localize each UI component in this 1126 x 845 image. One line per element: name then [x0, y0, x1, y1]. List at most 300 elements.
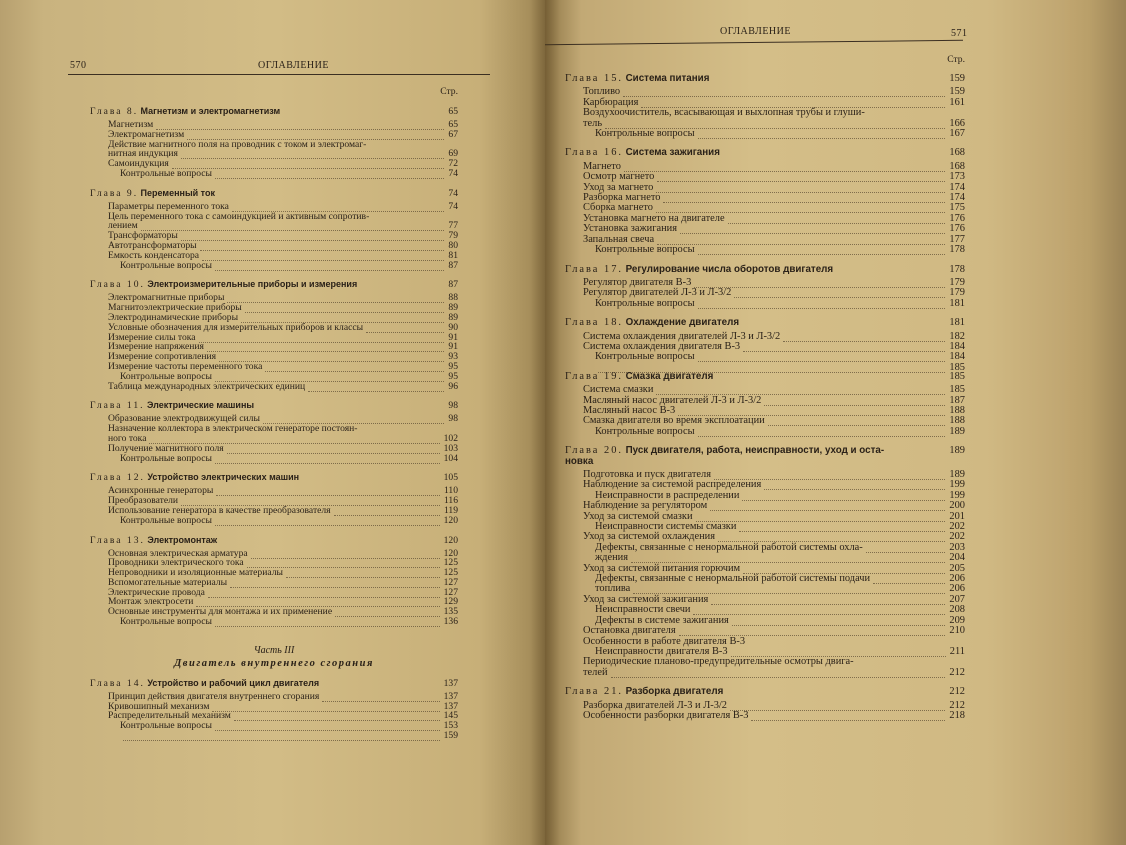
dot-leader	[251, 549, 440, 559]
entry-text: Контрольные вопросы	[120, 720, 212, 732]
chapter-label: Глава 10.	[90, 279, 145, 291]
entry-page: 74	[448, 167, 458, 179]
entry-text: Контрольные вопросы	[595, 128, 695, 140]
dot-leader	[181, 231, 445, 241]
entry-text: Топливо	[583, 86, 621, 98]
entry-page: 137	[443, 690, 458, 702]
dot-leader	[335, 607, 440, 617]
toc-chapter	[90, 472, 458, 483]
dot-leader	[764, 396, 945, 406]
chapter-page: 189	[949, 445, 965, 457]
entry-text: Контрольные вопросы	[120, 452, 212, 464]
entry-text: Таблица международных электрических единиц	[108, 380, 306, 392]
entry-text: Измерение силы тока	[108, 331, 196, 343]
entry-page: 210	[949, 625, 965, 637]
entry-page: 173	[949, 171, 965, 183]
entry-text: Карбюрация	[583, 96, 639, 108]
chapter-label: Глава 13.	[90, 534, 145, 546]
entry-page: 137	[443, 700, 458, 712]
chapter-title: Система зажигания	[625, 147, 720, 159]
entry-page: 182	[949, 330, 965, 342]
entry-text: Регулятор двигателя В-3	[583, 276, 692, 288]
entry-page: 89	[448, 311, 458, 323]
dot-leader	[200, 241, 445, 251]
entry-page: 80	[448, 239, 458, 251]
entry-text: Получение магнитного поля	[108, 442, 224, 454]
entry-text: Наблюдение за системой распределения	[583, 479, 762, 491]
dot-leader	[751, 711, 945, 721]
entry-page: 205	[949, 562, 965, 574]
entry-text: Асинхронные генераторы	[108, 485, 214, 497]
entry-text: Периодические планово-предупредительные осмотры двига-	[583, 656, 854, 668]
entry-page: 77	[448, 220, 458, 232]
chapter-title: Переменный ток	[140, 187, 215, 198]
dot-leader	[216, 486, 440, 496]
toc-entry	[90, 169, 458, 179]
entry-text: Дефекты, связанные с ненормальной работой системы подачи	[595, 573, 871, 585]
chapter-title: Охлаждение двигателя	[625, 317, 740, 329]
toc-entry	[565, 245, 965, 255]
entry-text: Контрольные вопросы	[120, 616, 212, 628]
entry-text: Измерение сопротивления	[108, 351, 217, 363]
entry-page: 177	[949, 233, 965, 245]
right-str-label: Стр.	[947, 54, 965, 65]
entry-page: 202	[949, 531, 965, 543]
entry-text: Монтаж электросети	[108, 596, 194, 608]
entry-page: 188	[949, 415, 965, 427]
dot-leader	[623, 87, 945, 97]
entry-text: Установка магнето на двигателе	[583, 212, 725, 224]
entry-page: 166	[949, 117, 965, 129]
entry-page: 167	[949, 128, 965, 140]
dot-leader	[624, 162, 946, 172]
entry-page: 184	[949, 351, 965, 363]
entry-text: Контрольные вопросы	[120, 167, 212, 179]
dot-leader	[693, 605, 945, 615]
entry-text: Условные обозначения для измерительных приборов и классы	[108, 321, 364, 333]
dot-leader	[732, 616, 946, 626]
dot-leader	[215, 721, 440, 731]
toc-entry	[565, 427, 965, 437]
right-toc	[565, 54, 965, 721]
toc-chapter	[565, 687, 965, 697]
chapter-label: Глава 9.	[90, 187, 139, 199]
entry-page: 65	[448, 119, 458, 130]
chapter-title: Пуск двигателя, работа, неисправности, уход и оста-	[625, 445, 885, 457]
entry-text: Дефекты в системе зажигания	[595, 614, 729, 626]
book-gutter	[530, 0, 560, 845]
dot-leader	[265, 362, 444, 372]
entry-text: Контрольные вопросы	[595, 425, 695, 437]
entry-text: Непроводники и изоляционные материалы	[108, 567, 283, 579]
dot-leader	[207, 342, 444, 352]
entry-page: 200	[949, 500, 965, 512]
entry-text: Вспомогательные материалы	[108, 576, 228, 588]
entry-page: 67	[448, 128, 458, 140]
entry-page: 79	[448, 230, 458, 242]
chapter-label: Глава 17.	[565, 263, 623, 275]
entry-page: 87	[448, 259, 458, 271]
entry-text: Неисправности двигателя В-3	[595, 645, 728, 657]
entry-text: Самоиндукция	[108, 158, 169, 170]
dot-leader	[739, 522, 945, 532]
dot-leader	[742, 491, 945, 501]
entry-text: Контрольные вопросы	[595, 297, 695, 309]
entry-page: 91	[448, 341, 458, 353]
dot-leader	[172, 159, 445, 169]
dot-leader	[656, 183, 945, 193]
toc-chapter	[90, 535, 458, 546]
dot-leader	[215, 454, 440, 464]
dot-leader	[156, 120, 444, 130]
toc-chapter	[565, 446, 965, 467]
dot-leader	[611, 668, 946, 678]
left-page-number: 570	[70, 60, 87, 71]
entry-page: 176	[949, 223, 965, 235]
dot-leader	[322, 692, 439, 702]
entry-text: Разборка двигателей Л-3 и Л-3/2	[583, 699, 727, 711]
chapter-label: Глава 8.	[90, 106, 139, 117]
dot-leader	[334, 506, 440, 516]
entry-page: 95	[448, 370, 458, 382]
entry-page: 175	[949, 202, 965, 214]
chapter-page: 185	[949, 370, 965, 382]
entry-text: Особенности разборки двигателя В-3	[583, 709, 749, 721]
entry-text: Магнитоэлектрические приборы	[108, 302, 242, 314]
entry-text: Неисправности системы смазки	[595, 521, 737, 533]
chapter-label: Глава 14.	[90, 677, 145, 689]
entry-text: Сборка магнето	[583, 202, 653, 214]
entry-page: 185	[949, 384, 965, 396]
dot-leader	[873, 574, 945, 584]
right-header-rule	[545, 40, 963, 45]
dot-leader	[199, 333, 445, 343]
entry-page: 176	[949, 212, 965, 224]
entry-page: 104	[443, 452, 458, 464]
entry-text: Емкость конденсатора	[108, 249, 200, 261]
left-running-head: ОГЛАВЛЕНИЕ	[258, 60, 329, 71]
chapter-page: 212	[949, 686, 965, 698]
dot-leader	[227, 293, 444, 303]
dot-leader	[764, 480, 945, 490]
toc-chapter	[565, 265, 965, 275]
dot-leader	[698, 427, 946, 437]
entry-page: 159	[443, 730, 458, 742]
entry-page: 90	[448, 321, 458, 333]
dot-leader	[227, 444, 440, 454]
entry-page: 96	[448, 380, 458, 392]
dot-leader	[215, 617, 440, 627]
dot-leader	[208, 588, 440, 598]
dot-leader	[202, 251, 444, 261]
toc-entry	[90, 617, 458, 627]
chapter-title-cont: новка	[565, 455, 594, 467]
entry-page: 98	[448, 413, 458, 425]
dot-leader	[698, 245, 946, 255]
entry-text: Автотрансформаторы	[108, 239, 197, 251]
right-page	[545, 0, 1065, 845]
chapter-page: 120	[443, 534, 458, 546]
entry-text: лением	[108, 220, 138, 232]
chapter-title: Электромонтаж	[147, 534, 218, 545]
toc-entry	[565, 299, 965, 309]
dot-leader	[245, 303, 445, 313]
dot-leader	[215, 261, 444, 271]
entry-page: 209	[949, 614, 965, 626]
chapter-label: Глава 19.	[565, 370, 623, 382]
left-str-label: Стр.	[440, 86, 458, 97]
entry-text: Смазка двигателя во время эксплоатации	[583, 415, 765, 427]
toc-entry	[565, 711, 965, 721]
dot-leader	[657, 235, 945, 245]
entry-text: телей	[583, 666, 608, 678]
dot-leader	[730, 701, 945, 711]
chapter-title: Смазка двигателя	[625, 370, 714, 382]
entry-page: 72	[448, 158, 458, 170]
part-title: Двигатель внутреннего сгорания	[174, 657, 374, 669]
chapter-label: Глава 21.	[565, 686, 623, 698]
toc-chapter	[565, 372, 965, 382]
chapter-page: 137	[443, 677, 458, 689]
chapter-title: Разборка двигателя	[625, 686, 724, 698]
dot-leader	[123, 731, 440, 741]
toc-entry	[90, 212, 458, 222]
toc-chapter	[90, 106, 458, 117]
entry-page: 189	[949, 425, 965, 437]
entry-text: топлива	[595, 583, 631, 595]
toc-entry	[90, 516, 458, 526]
entry-page: 88	[448, 292, 458, 304]
dot-leader	[698, 299, 946, 309]
entry-text: Проводники электрического тока	[108, 557, 244, 569]
entry-text: Кривошипный механизм	[108, 700, 210, 712]
entry-page: 179	[949, 276, 965, 288]
left-page	[0, 0, 545, 845]
entry-text: Уход за системой смазки	[583, 510, 693, 522]
entry-page: 74	[448, 200, 458, 212]
entry-page: 120	[443, 514, 458, 526]
dot-leader	[308, 382, 444, 392]
entry-text: Образование электродвижущей силы	[108, 413, 260, 425]
entry-text: Трансформаторы	[108, 230, 178, 242]
dot-leader	[680, 224, 945, 234]
toc-entry	[90, 261, 458, 271]
entry-page: 174	[949, 192, 965, 204]
entry-text: Цель переменного тока с самоиндукцией и активным сопротив-	[108, 210, 370, 222]
entry-page: 211	[949, 645, 965, 657]
chapter-title: Регулирование числа оборотов двигателя	[625, 263, 834, 275]
toc-entry	[565, 668, 965, 678]
entry-text: Воздухоочиститель, всасывающая и выхлопная трубы и глуши-	[583, 107, 865, 119]
entry-text: Контрольные вопросы	[120, 259, 212, 271]
chapter-page: 159	[949, 73, 965, 84]
entry-page: 204	[949, 552, 965, 564]
entry-text: Электромагнетизм	[108, 128, 185, 140]
chapter-page: 74	[448, 187, 458, 199]
chapter-title: Электроизмерительные приборы и измерения	[147, 279, 358, 290]
entry-page: 81	[448, 249, 458, 261]
entry-text: Масляный насос двигателей Л-3 и Л-3/2	[583, 394, 762, 406]
entry-page: 89	[448, 302, 458, 314]
entry-page: 153	[443, 720, 458, 732]
entry-page: 188	[949, 404, 965, 416]
dot-leader	[734, 288, 945, 298]
dot-leader	[181, 149, 444, 159]
toc-chapter	[565, 318, 965, 328]
entry-text: Система смазки	[583, 384, 654, 396]
chapter-page: 181	[949, 317, 965, 329]
part-label: Часть III	[253, 644, 295, 656]
entry-page: 125	[443, 557, 458, 569]
entry-text: ждения	[595, 552, 628, 564]
dot-leader	[743, 342, 945, 352]
toc-entry	[90, 721, 458, 731]
dot-leader	[768, 416, 946, 426]
entry-page: 161	[949, 96, 965, 108]
entry-text: Контрольные вопросы	[595, 244, 695, 256]
entry-text: тель	[583, 117, 603, 129]
dot-leader	[230, 578, 440, 588]
toc-entry	[565, 129, 965, 139]
toc-entry	[565, 657, 965, 667]
entry-text: Основная электрическая арматура	[108, 547, 248, 559]
entry-page: 174	[949, 181, 965, 193]
entry-page: 185	[949, 361, 965, 373]
chapter-label: Глава 11.	[90, 400, 145, 412]
entry-page: 127	[443, 576, 458, 588]
entry-text: Измерение частоты переменного тока	[108, 360, 263, 372]
chapter-label: Глава 16.	[565, 147, 623, 159]
entry-text: Электрические провода	[108, 586, 205, 598]
chapter-label: Глава 12.	[90, 472, 145, 484]
entry-text: Магнето	[583, 160, 621, 172]
entry-page: 93	[448, 351, 458, 363]
right-page-number: 571	[951, 28, 968, 39]
toc-chapter	[90, 188, 458, 199]
entry-page: 181	[949, 297, 965, 309]
toc-entry	[565, 108, 965, 118]
entry-page: 129	[443, 596, 458, 608]
dot-leader	[212, 702, 439, 712]
dot-leader	[286, 568, 440, 578]
dot-leader	[698, 129, 946, 139]
toc-entry	[90, 454, 458, 464]
entry-text: Неисправности в распределении	[595, 489, 740, 501]
entry-page: 159	[949, 86, 965, 98]
dot-leader	[657, 172, 945, 182]
toc-chapter	[90, 279, 458, 290]
chapter-page: 87	[448, 279, 458, 291]
entry-text: Контрольные вопросы	[595, 351, 695, 363]
entry-page: 212	[949, 699, 965, 711]
entry-text: Электродинамические приборы	[108, 311, 239, 323]
entry-page: 207	[949, 593, 965, 605]
entry-page: 119	[443, 504, 458, 516]
chapter-page: 168	[949, 147, 965, 159]
entry-page: 187	[949, 394, 965, 406]
entry-page: 145	[443, 710, 458, 722]
dot-leader	[663, 193, 945, 203]
dot-leader	[783, 332, 945, 342]
entry-page: 102	[443, 432, 458, 444]
entry-page: 69	[448, 148, 458, 160]
dot-leader	[215, 516, 440, 526]
entry-text: Контрольные вопросы	[120, 514, 212, 526]
toc-entry	[565, 352, 965, 362]
left-toc	[90, 86, 458, 742]
dot-leader	[234, 711, 440, 721]
entry-page: 206	[949, 583, 965, 595]
dot-leader	[710, 501, 945, 511]
entry-text: Дефекты, связанные с ненормальной работой системы охла-	[595, 541, 863, 553]
left-header-rule	[68, 74, 490, 75]
entry-page: 136	[443, 616, 458, 628]
entry-page: 201	[949, 510, 965, 522]
entry-text: Система охлаждения двигателей Л-3 и Л-3/2	[583, 330, 781, 342]
entry-page: 135	[443, 606, 458, 618]
entry-page: 168	[949, 160, 965, 172]
entry-text: Измерение напряжения	[108, 341, 204, 353]
entry-page: 199	[949, 479, 965, 491]
entry-page: 218	[949, 709, 965, 721]
entry-page: 116	[443, 495, 458, 507]
entry-page: 125	[443, 567, 458, 579]
chapter-title: Электрические машины	[146, 400, 255, 411]
entry-text: Основные инструменты для монтажа и их применение	[108, 606, 333, 618]
toc-chapter	[90, 400, 458, 411]
entry-page: 212	[949, 666, 965, 678]
dot-leader	[215, 169, 444, 179]
chapter-page: 178	[949, 263, 965, 275]
entry-page: 202	[949, 521, 965, 533]
chapter-page: 98	[448, 400, 458, 412]
entry-text: Подготовка и пуск двигателя	[583, 469, 711, 480]
chapter-title: Магнетизм и электромагнетизм	[140, 106, 281, 116]
entry-text: ного тока	[108, 432, 147, 444]
toc-chapter	[565, 148, 965, 158]
chapter-label: Глава 15.	[565, 73, 623, 84]
entry-page: 103	[443, 442, 458, 454]
entry-text: Магнетизм	[108, 119, 154, 130]
entry-text: Распределительный механизм	[108, 710, 231, 722]
entry-text: Принцип действия двигателя внутреннего сгорания	[108, 690, 320, 702]
dot-leader	[866, 543, 946, 553]
chapter-page: 105	[443, 472, 458, 484]
entry-text: Действие магнитного поля на проводник с током и электромаг-	[108, 138, 367, 150]
entry-page: 203	[949, 541, 965, 553]
entry-text: Наблюдение за регулятором	[583, 500, 708, 512]
entry-text: Уход за магнето	[583, 181, 654, 193]
dot-leader	[141, 221, 445, 231]
entry-page: 189	[949, 469, 965, 480]
dot-leader	[694, 278, 945, 288]
chapter-title: Устройство электрических машин	[147, 472, 300, 483]
entry-page: 208	[949, 604, 965, 616]
right-running-head: ОГЛАВЛЕНИЕ	[720, 26, 791, 37]
chapter-title: Система питания	[625, 73, 710, 84]
page-edge	[1065, 0, 1126, 845]
entry-text: Электромагнитные приборы	[108, 292, 225, 304]
dot-leader	[366, 323, 444, 333]
entry-text: Контрольные вопросы	[120, 370, 212, 382]
entry-text: Остановка двигателя	[583, 625, 676, 637]
entry-page: 120	[443, 547, 458, 559]
dot-leader	[698, 352, 946, 362]
toc-entry	[90, 382, 458, 392]
entry-page: 127	[443, 586, 458, 598]
entry-text: Использование генератора в качестве преобразователя	[108, 504, 331, 516]
entry-text: Параметры переменного тока	[108, 200, 229, 212]
